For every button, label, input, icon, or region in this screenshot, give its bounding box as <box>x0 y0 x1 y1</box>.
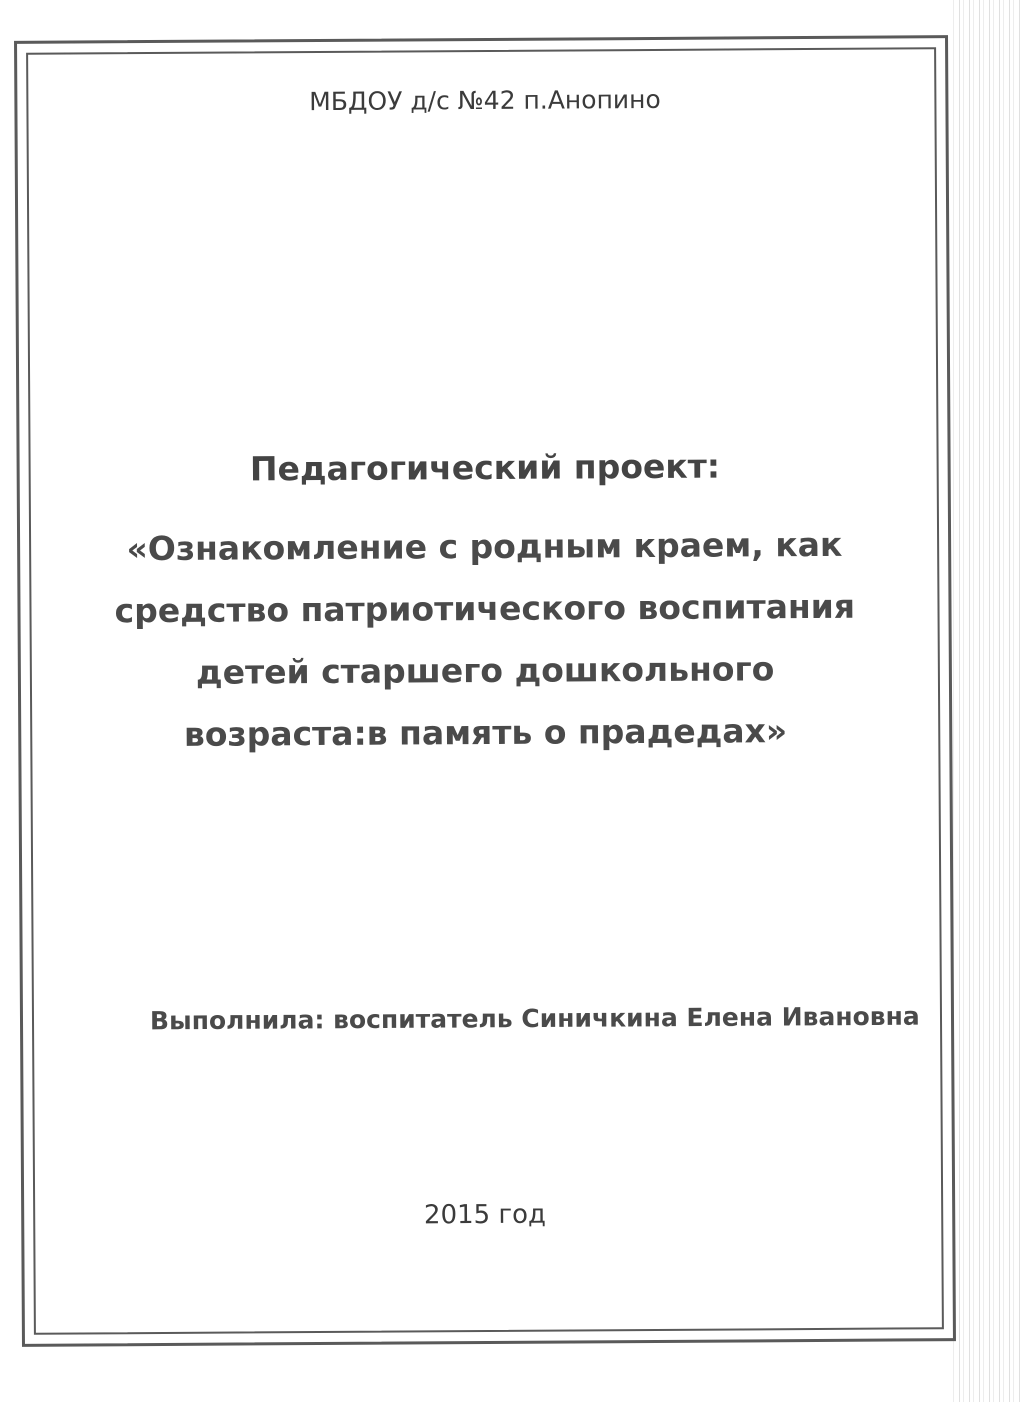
author-line: Выполнила: воспитатель Синичкина Елена Ивановна <box>149 1001 920 1036</box>
project-title: «Ознакомление с родным краем, как средство патриотического воспитания детей старшего дошкольного возраста:в память о прадедах» <box>114 524 856 754</box>
document-year: 2015 год <box>423 1199 547 1231</box>
organization-name: МБДОУ д/с №42 п.Анопино <box>309 84 661 117</box>
project-label: Педагогический проект: <box>249 446 721 489</box>
scan-streaks <box>950 0 1020 1402</box>
